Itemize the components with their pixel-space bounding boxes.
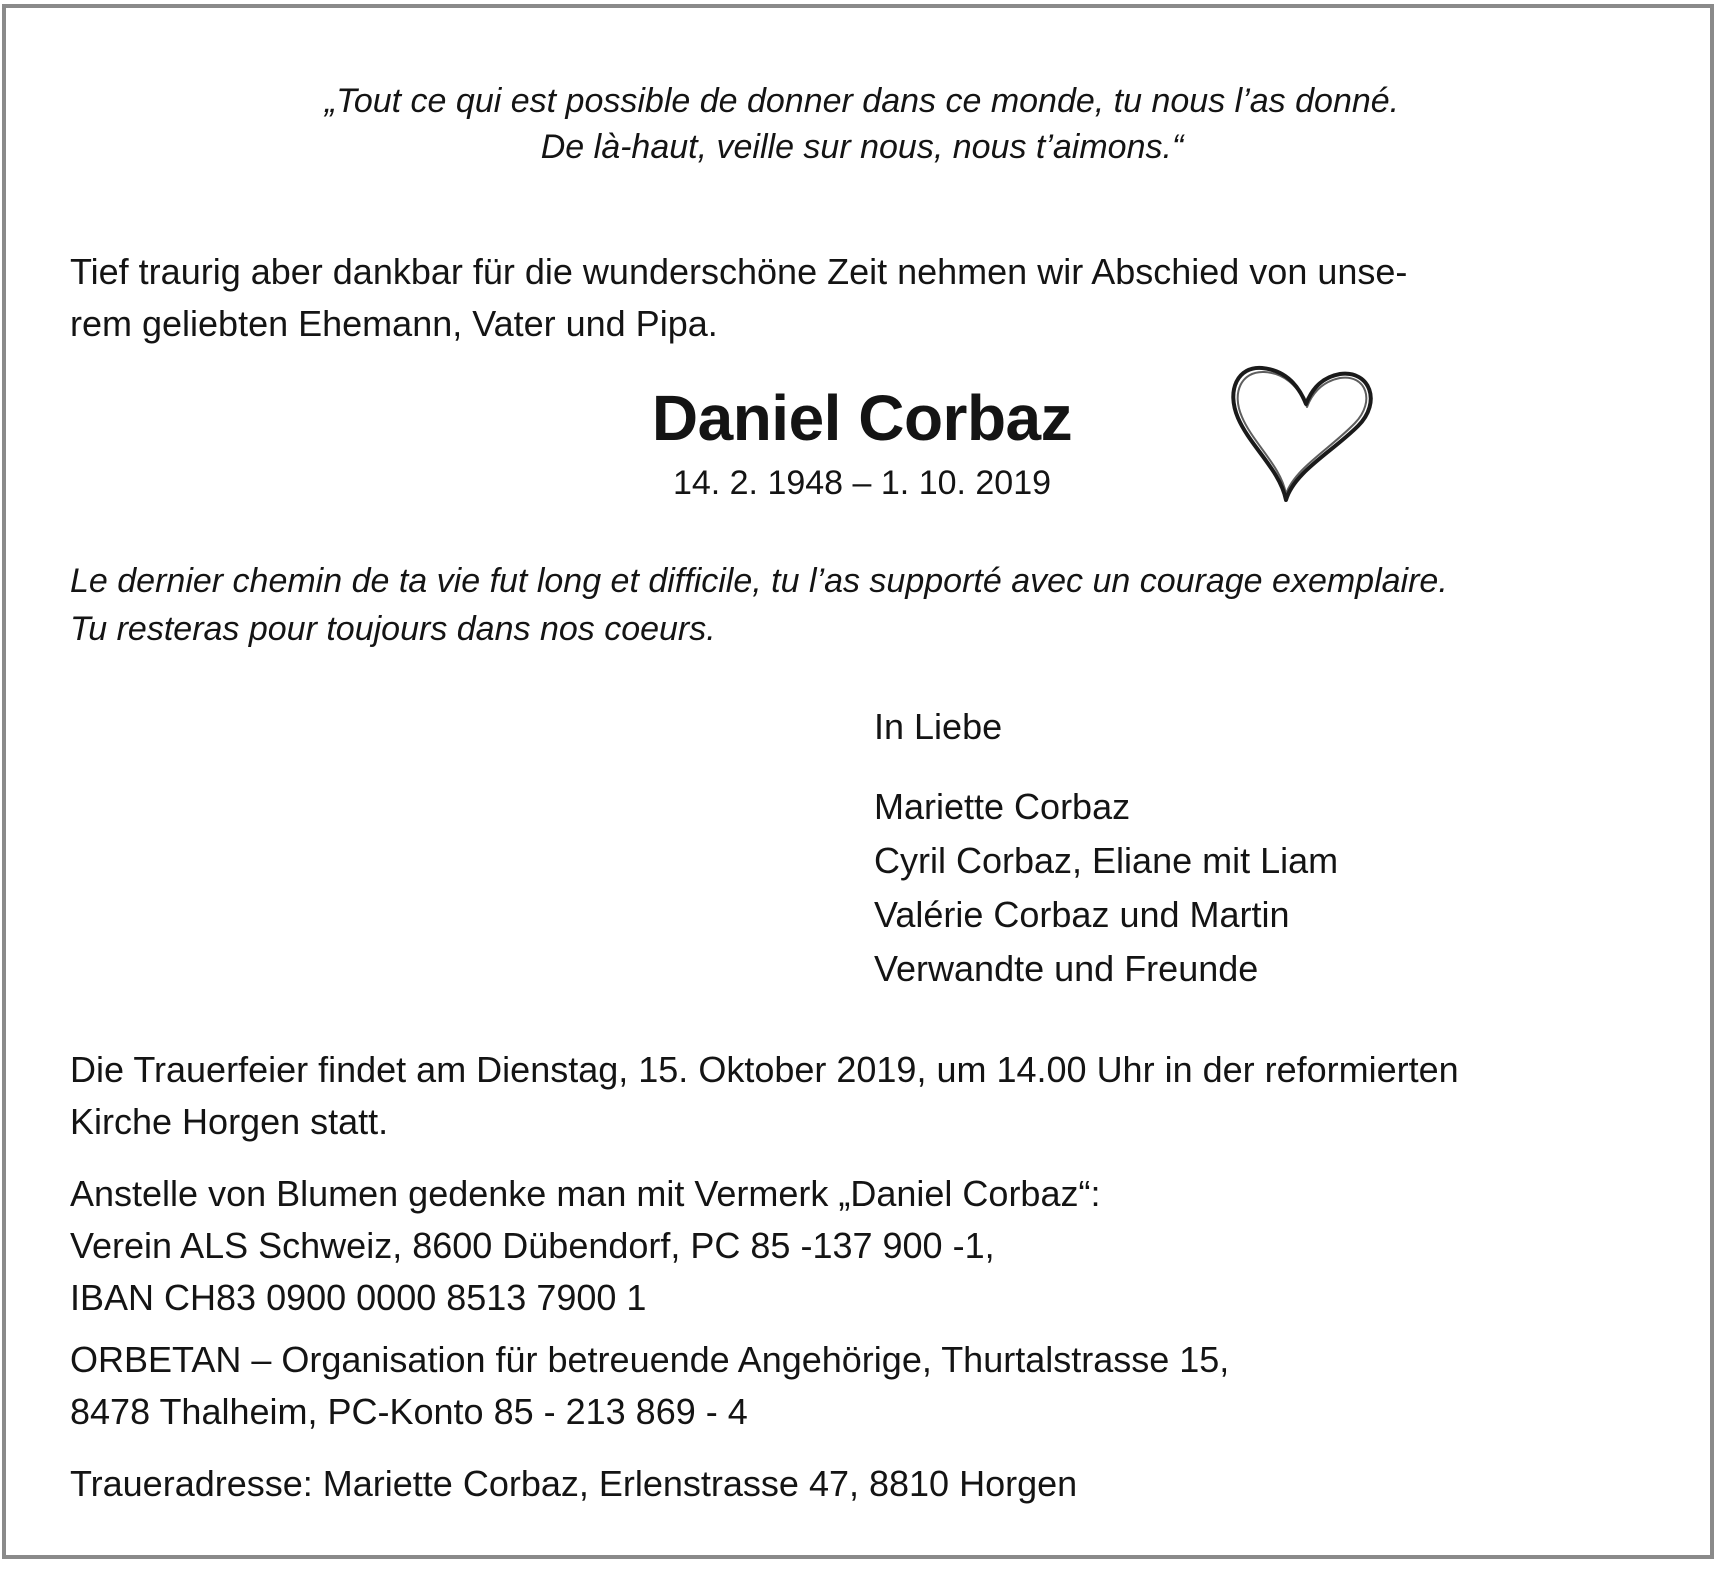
donation-line-3: IBAN CH83 0900 0000 8513 7900 1 — [70, 1277, 647, 1318]
mourner-1: Mariette Corbaz — [874, 786, 1131, 827]
signature-greeting: In Liebe — [874, 706, 1003, 747]
verse-line-2: Tu resteras pour toujours dans nos coeurs. — [70, 610, 716, 648]
deceased-name: Daniel Corbaz — [651, 382, 1073, 454]
mourner-4: Verwandte und Freunde — [874, 948, 1259, 989]
donation-line-1: Anstelle von Blumen gedenke man mit Vermerk „Daniel Corbaz“: — [70, 1173, 1101, 1214]
donation-line-2: Verein ALS Schweiz, 8600 Dübendorf, PC 85 -137 900 -1, — [70, 1225, 995, 1266]
mourner-3: Valérie Corbaz und Martin — [874, 894, 1290, 935]
quote-line-2: De là-haut, veille sur nous, nous t’aimons.“ — [540, 128, 1184, 166]
verse-line-1: Le dernier chemin de ta vie fut long et difficile, tu l’as supporté avec un courage exemplaire. — [70, 562, 1448, 600]
heart-icon — [1222, 360, 1382, 510]
donation-line-4: ORBETAN – Organisation für betreuende Angehörige, Thurtalstrasse 15, — [70, 1339, 1230, 1380]
mourning-address: Traueradresse: Mariette Corbaz, Erlenstrasse 47, 8810 Horgen — [70, 1463, 1078, 1504]
service-line-2: Kirche Horgen statt. — [70, 1101, 389, 1142]
intro-line-2: rem geliebten Ehemann, Vater und Pipa. — [70, 303, 718, 344]
intro-line-1: Tief traurig aber dankbar für die wunderschöne Zeit nehmen wir Abschied von unse- — [70, 251, 1408, 292]
quote-line-1: „Tout ce qui est possible de donner dans ce monde, tu nous l’as donné. — [324, 82, 1400, 120]
mourner-2: Cyril Corbaz, Eliane mit Liam — [874, 840, 1339, 881]
service-line-1: Die Trauerfeier findet am Dienstag, 15. Oktober 2019, um 14.00 Uhr in der reformierten — [70, 1049, 1459, 1090]
donation-line-5: 8478 Thalheim, PC-Konto 85 - 213 869 - 4 — [70, 1391, 748, 1432]
life-dates: 14. 2. 1948 – 1. 10. 2019 — [672, 464, 1052, 502]
notice-frame — [2, 4, 1714, 1559]
